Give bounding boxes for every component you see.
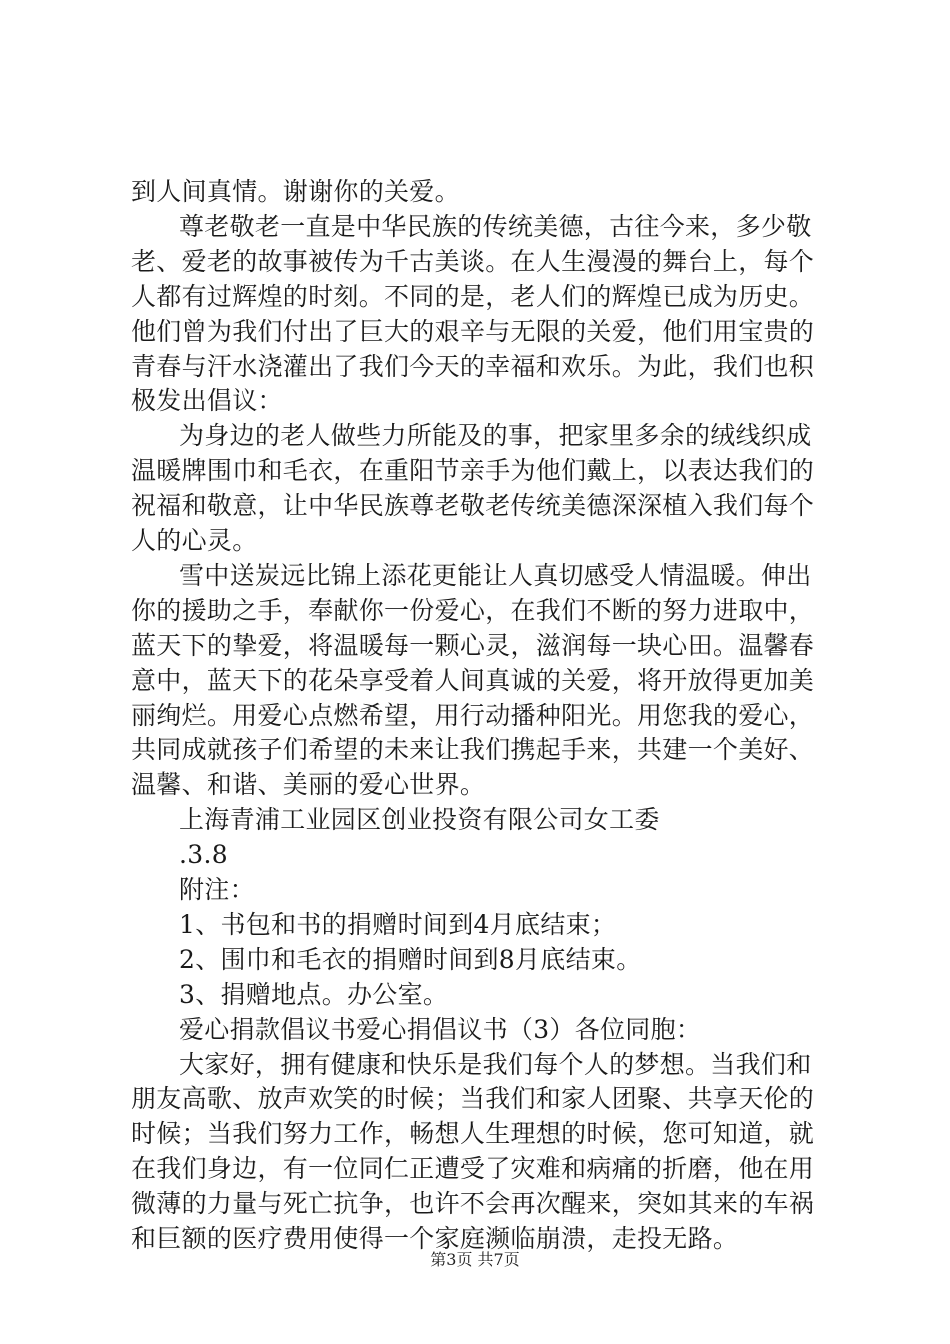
text-line: 人的心灵。 — [131, 526, 258, 555]
text-line: 老、爱老的故事被传为千古美谈。在人生漫漫的舞台上，每个 — [131, 246, 815, 276]
text-line: 共同成就孩子们希望的未来让我们携起手来，共建一个美好、 — [131, 735, 815, 765]
text-line: 朋友高歌、放声欢笑的时候；当我们和家人团聚、共享天伦的 — [131, 1084, 815, 1114]
text-line: 他们曾为我们付出了巨大的艰辛与无限的关爱，他们用宝贵的 — [131, 316, 815, 346]
note-item: 2、围巾和毛衣的捐赠时间到8月底结束。 — [179, 944, 642, 974]
section-heading: 爱心捐款倡议书爱心捐倡议书（3）各位同胞： — [179, 1014, 702, 1044]
note-heading: 附注： — [179, 875, 255, 904]
text-line: 祝福和敬意，让中华民族尊老敬老传统美德深深植入我们每个 — [131, 491, 815, 521]
text-line: 蓝天下的挚爱，将温暖每一颗心灵，滋润每一块心田。温馨春 — [131, 630, 815, 660]
text-line: 意中，蓝天下的花朵享受着人间真诚的关爱，将开放得更加美 — [131, 665, 815, 695]
note-item: 1、书包和书的捐赠时间到4月底结束； — [179, 909, 617, 939]
text-line: 大家好，拥有健康和快乐是我们每个人的梦想。当我们和 — [179, 1049, 812, 1079]
page-number-footer: 第3页 共7页 — [430, 1250, 520, 1269]
text-line: 在我们身边，有一位同仁正遭受了灾难和病痛的折磨，他在用 — [131, 1154, 815, 1184]
text-line: 到人间真情。谢谢你的关爱。 — [131, 177, 460, 206]
text-line: 微薄的力量与死亡抗争，也许不会再次醒来，突如其来的车祸 — [131, 1189, 815, 1219]
text-line: 人都有过辉煌的时刻。不同的是，老人们的辉煌已成为历史。 — [131, 281, 815, 311]
text-line: 丽绚烂。用爱心点燃希望，用行动播种阳光。用您我的爱心， — [131, 700, 815, 730]
text-line: 你的援助之手，奉献你一份爱心，在我们不断的努力进取中， — [131, 595, 815, 625]
text-line: 为身边的老人做些力所能及的事，把家里多余的绒线织成 — [179, 421, 812, 451]
text-line: 青春与汗水浇灌出了我们今天的幸福和欢乐。为此，我们也积 — [131, 351, 815, 381]
text-line: 温暖牌围巾和毛衣，在重阳节亲手为他们戴上，以表达我们的 — [131, 456, 815, 486]
signature-line: 上海青浦工业园区创业投资有限公司女工委 — [179, 805, 660, 835]
note-item: 3、捐赠地点。办公室。 — [179, 979, 449, 1009]
text-line: 极发出倡议： — [131, 386, 283, 416]
text-line: 和巨额的医疗费用使得一个家庭濒临崩溃，走投无路。 — [131, 1224, 739, 1253]
text-line: 尊老敬老一直是中华民族的传统美德，古往今来，多少敬 — [179, 211, 812, 241]
text-line: 时候；当我们努力工作，畅想人生理想的时候，您可知道，就 — [131, 1119, 815, 1149]
text-line: 雪中送炭远比锦上添花更能让人真切感受人情温暖。伸出 — [179, 560, 812, 590]
date-line: .3.8 — [179, 840, 228, 870]
text-line: 温馨、和谐、美丽的爱心世界。 — [131, 770, 486, 800]
